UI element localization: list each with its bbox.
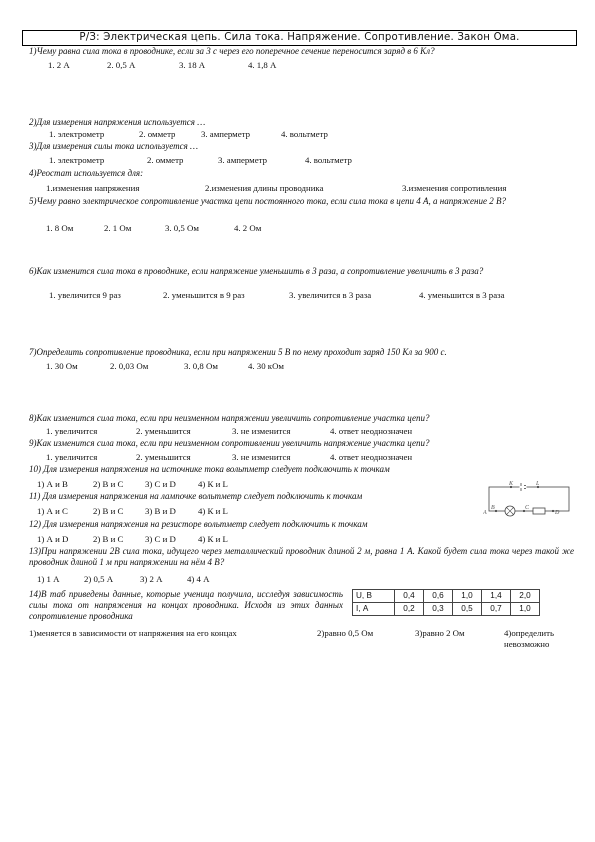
table-cell: 2,0 xyxy=(511,590,540,603)
q8-option-3[interactable]: 3. не изменится xyxy=(232,426,291,436)
q12-option-1[interactable]: 1) А и D xyxy=(37,534,69,544)
q5-option-1[interactable]: 1. 8 Ом xyxy=(46,223,74,233)
circuit-battery xyxy=(520,483,527,491)
table-cell: 0,5 xyxy=(453,603,482,616)
circuit-point-d xyxy=(552,510,554,512)
label-c: C xyxy=(525,505,530,511)
question-3-text: 3)Для измерения силы тока используется … xyxy=(29,141,199,151)
q14-option-4[interactable]: 4)определить невозможно xyxy=(504,628,554,649)
q5-option-4[interactable]: 4. 2 Ом xyxy=(234,223,262,233)
table-cell: 1,0 xyxy=(511,603,540,616)
q2-option-3[interactable]: 3. амперметр xyxy=(201,129,250,139)
q9-option-1[interactable]: 1. увеличится xyxy=(46,452,98,462)
question-14-text: 14)В таб приведены данные, которые ученица получила, исследуя зависимость силы тока от напряжения на концах проводника. Исходя из этих данных сопротивление проводника xyxy=(29,589,343,621)
q10-option-3[interactable]: 3) С и D xyxy=(145,479,176,489)
q11-option-4[interactable]: 4) К и L xyxy=(198,506,228,516)
q9-option-3[interactable]: 3. не изменится xyxy=(232,452,291,462)
data-table xyxy=(352,589,540,616)
table-cell: 0,2 xyxy=(395,603,424,616)
q8-option-4[interactable]: 4. ответ неоднозначен xyxy=(330,426,413,436)
question-6-text: 6)Как изменится сила тока в проводнике, если напряжение уменьшить в 3 раза, а сопротивление увеличить в 3 раза? xyxy=(29,266,484,276)
label-d: D xyxy=(555,510,560,516)
q14-option-1[interactable]: 1)меняется в зависимости от напряжения на его концах xyxy=(29,628,237,638)
question-1-text: 1)Чему равна сила тока в проводнике, если за 3 с через его поперечное сечение переносится заряд в 6 Кл? xyxy=(29,46,435,56)
question-5-text: 5)Чему равно электрическое сопротивление участка цепи постоянного тока, если сила тока в цепи 4 А, а напряжение 2 В? xyxy=(29,196,506,206)
q4-option-1[interactable]: 1.изменения напряжения xyxy=(46,183,140,193)
question-9-text: 9)Как изменится сила тока, если при неизменном сопротивлении увеличить напряжение участка цепи? xyxy=(29,438,430,448)
q4-option-3[interactable]: 3.изменения сопротивления xyxy=(402,183,507,193)
label-b: B xyxy=(491,505,495,511)
q1-option-1[interactable]: 1. 2 А xyxy=(48,60,70,70)
q12-option-3[interactable]: 3) С и D xyxy=(145,534,176,544)
label-k: K xyxy=(509,481,514,487)
q10-option-4[interactable]: 4) К и L xyxy=(198,479,228,489)
q14-option-3[interactable]: 3)равно 2 Ом xyxy=(415,628,465,638)
q11-option-3[interactable]: 3) В и D xyxy=(145,506,176,516)
q3-option-3[interactable]: 3. амперметр xyxy=(218,155,267,165)
circuit-lamp xyxy=(505,506,515,516)
q11-option-2[interactable]: 2) В и С xyxy=(93,506,124,516)
label-a: A xyxy=(483,510,487,516)
q8-option-2[interactable]: 2. уменьшится xyxy=(136,426,191,436)
question-7-text: 7)Определить сопротивление проводника, если при напряжении 5 В по нему проходит заряд 150 Кл за 900 с. xyxy=(29,347,447,357)
q8-option-1[interactable]: 1. увеличится xyxy=(46,426,98,436)
table-row xyxy=(353,590,540,603)
q6-option-3[interactable]: 3. увеличится в 3 раза xyxy=(289,290,372,300)
table-cell: 1,0 xyxy=(453,590,482,603)
q11-option-1[interactable]: 1) А и С xyxy=(37,506,68,516)
q6-option-2[interactable]: 2. уменьшится в 9 раз xyxy=(163,290,245,300)
table-cell: 0,6 xyxy=(424,590,453,603)
q12-option-4[interactable]: 4) К и L xyxy=(198,534,228,544)
q2-option-1[interactable]: 1. электрометр xyxy=(49,129,105,139)
q12-option-2[interactable]: 2) В и С xyxy=(93,534,124,544)
q13-option-2[interactable]: 2) 0,5 А xyxy=(84,574,114,584)
q13-option-4[interactable]: 4) 4 А xyxy=(187,574,210,584)
q14-option-2[interactable]: 2)равно 0,5 Ом xyxy=(317,628,374,638)
question-8-text: 8)Как изменится сила тока, если при неизменном напряжении увеличить сопротивление участка цепи? xyxy=(29,413,430,423)
q7-option-3[interactable]: 3. 0,8 Ом xyxy=(184,361,218,371)
q6-option-1[interactable]: 1. увеличится 9 раз xyxy=(49,290,121,300)
q1-option-4[interactable]: 4. 1,8 А xyxy=(248,60,277,70)
table-cell: 0,4 xyxy=(395,590,424,603)
question-11-text: 11) Для измерения напряжения на лампочке вольтметр следует подключить к точкам xyxy=(29,491,363,501)
q2-option-2[interactable]: 2. омметр xyxy=(139,129,176,139)
q7-option-4[interactable]: 4. 30 кОм xyxy=(248,361,284,371)
label-l: L xyxy=(536,481,540,487)
q9-option-4[interactable]: 4. ответ неоднозначен xyxy=(330,452,413,462)
question-12-text: 12) Для измерения напряжения на резисторе вольтметр следует подключить к точкам xyxy=(29,519,368,529)
q3-option-4[interactable]: 4. вольтметр xyxy=(305,155,352,165)
q6-option-4[interactable]: 4. уменьшится в 3 раза xyxy=(419,290,505,300)
q9-option-2[interactable]: 2. уменьшится xyxy=(136,452,191,462)
table-cell: 1,4 xyxy=(482,590,511,603)
table-cell: 0,3 xyxy=(424,603,453,616)
q5-option-2[interactable]: 2. 1 Ом xyxy=(104,223,132,233)
q10-option-2[interactable]: 2) В и С xyxy=(93,479,124,489)
table-cell: 0,7 xyxy=(482,603,511,616)
q3-option-2[interactable]: 2. омметр xyxy=(147,155,184,165)
table-cell: I, А xyxy=(353,603,395,616)
q13-option-1[interactable]: 1) 1 А xyxy=(37,574,60,584)
table-row xyxy=(353,603,540,616)
q2-option-4[interactable]: 4. вольтметр xyxy=(281,129,328,139)
q5-option-3[interactable]: 3. 0,5 Ом xyxy=(165,223,199,233)
circuit-diagram xyxy=(483,481,575,521)
q4-option-2[interactable]: 2.изменения длины проводника xyxy=(205,183,324,193)
question-2-text: 2)Для измерения напряжения используется … xyxy=(29,117,206,127)
circuit-resistor xyxy=(533,508,545,514)
q1-option-3[interactable]: 3. 18 А xyxy=(179,60,206,70)
q13-option-3[interactable]: 3) 2 А xyxy=(140,574,163,584)
page-title: Р/З: Электрическая цепь. Сила тока. Напряжение. Сопротивление. Закон Ома. xyxy=(22,30,577,46)
question-10-text: 10) Для измерения напряжения на источнике тока вольтметр следует подключить к точкам xyxy=(29,464,390,474)
q10-option-1[interactable]: 1) А и В xyxy=(37,479,68,489)
question-13-text: 13)При напряжении 2В сила тока, идущего через металлический проводник длиной 2 м, равна 1 А. Какой будет сила тока через такой же проводник длиной 1 м при напряжении на нём 4 В? xyxy=(29,546,574,567)
q7-option-2[interactable]: 2. 0,03 Ом xyxy=(110,361,149,371)
circuit-point-b xyxy=(495,510,497,512)
q1-option-2[interactable]: 2. 0,5 А xyxy=(107,60,136,70)
question-4-text: 4)Реостат используется для: xyxy=(29,168,144,178)
q3-option-1[interactable]: 1. электрометр xyxy=(49,155,105,165)
table-cell: U, В xyxy=(353,590,395,603)
q7-option-1[interactable]: 1. 30 Ом xyxy=(46,361,78,371)
